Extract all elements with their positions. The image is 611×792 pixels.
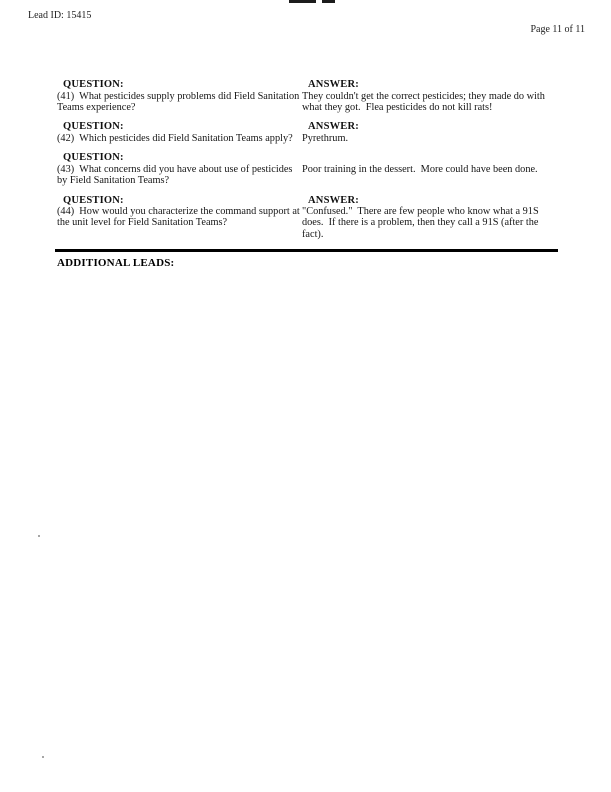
qa-row (57, 79, 558, 113)
question-column (57, 195, 302, 241)
document-body (57, 79, 558, 269)
answer-text: "Confused." There are few people who know what a 91S does. If there is a problem, then they call a 91S (after the fact). (302, 206, 542, 240)
answer-column (302, 121, 558, 144)
scan-artifact (289, 0, 316, 3)
scan-speck (42, 756, 44, 758)
question-column (57, 152, 302, 186)
section-divider (55, 249, 558, 252)
question-label: QUESTION: (63, 194, 124, 206)
question-label: QUESTION: (63, 79, 124, 90)
question-label: QUESTION: (63, 121, 124, 133)
page-number: Page 11 of 11 (530, 24, 585, 35)
answer-label: ANSWER: (308, 79, 359, 90)
answer-text: Pyrethrum. (302, 132, 349, 144)
answer-label: ANSWER: (308, 194, 359, 206)
answer-text: Poor training in the dessert. More could have been done. (302, 163, 538, 175)
answer-label (302, 152, 558, 164)
question-column (57, 79, 302, 113)
qa-row (57, 121, 558, 144)
question-text: (43) What concerns did you have about use of pesticides by Field Sanitation Teams? (57, 163, 296, 187)
question-column (57, 121, 302, 144)
scan-artifact (322, 0, 335, 3)
additional-leads-heading: ADDITIONAL LEADS: (57, 257, 175, 270)
question-text: (41) What pesticides supply problems did Field Sanitation Teams experience? (57, 90, 302, 113)
qa-list (57, 79, 558, 240)
answer-column (302, 79, 558, 113)
question-text: (44) How would you characterize the command support at the unit level for Field Sanitation Teams? (57, 206, 303, 229)
question-text: (42) Which pesticides did Field Sanitation Teams apply? (57, 132, 293, 144)
answer-text: They couldn't get the correct pesticides; they made do with what they got. Flea pesticides do not kill rats! (302, 90, 548, 113)
scan-speck (38, 535, 40, 537)
answer-column (302, 195, 558, 241)
answer-column (302, 152, 558, 186)
question-label: QUESTION: (63, 152, 124, 164)
qa-row (57, 152, 558, 186)
qa-row (57, 195, 558, 241)
lead-id: Lead ID: 15415 (28, 10, 92, 21)
answer-label: ANSWER: (308, 121, 359, 133)
